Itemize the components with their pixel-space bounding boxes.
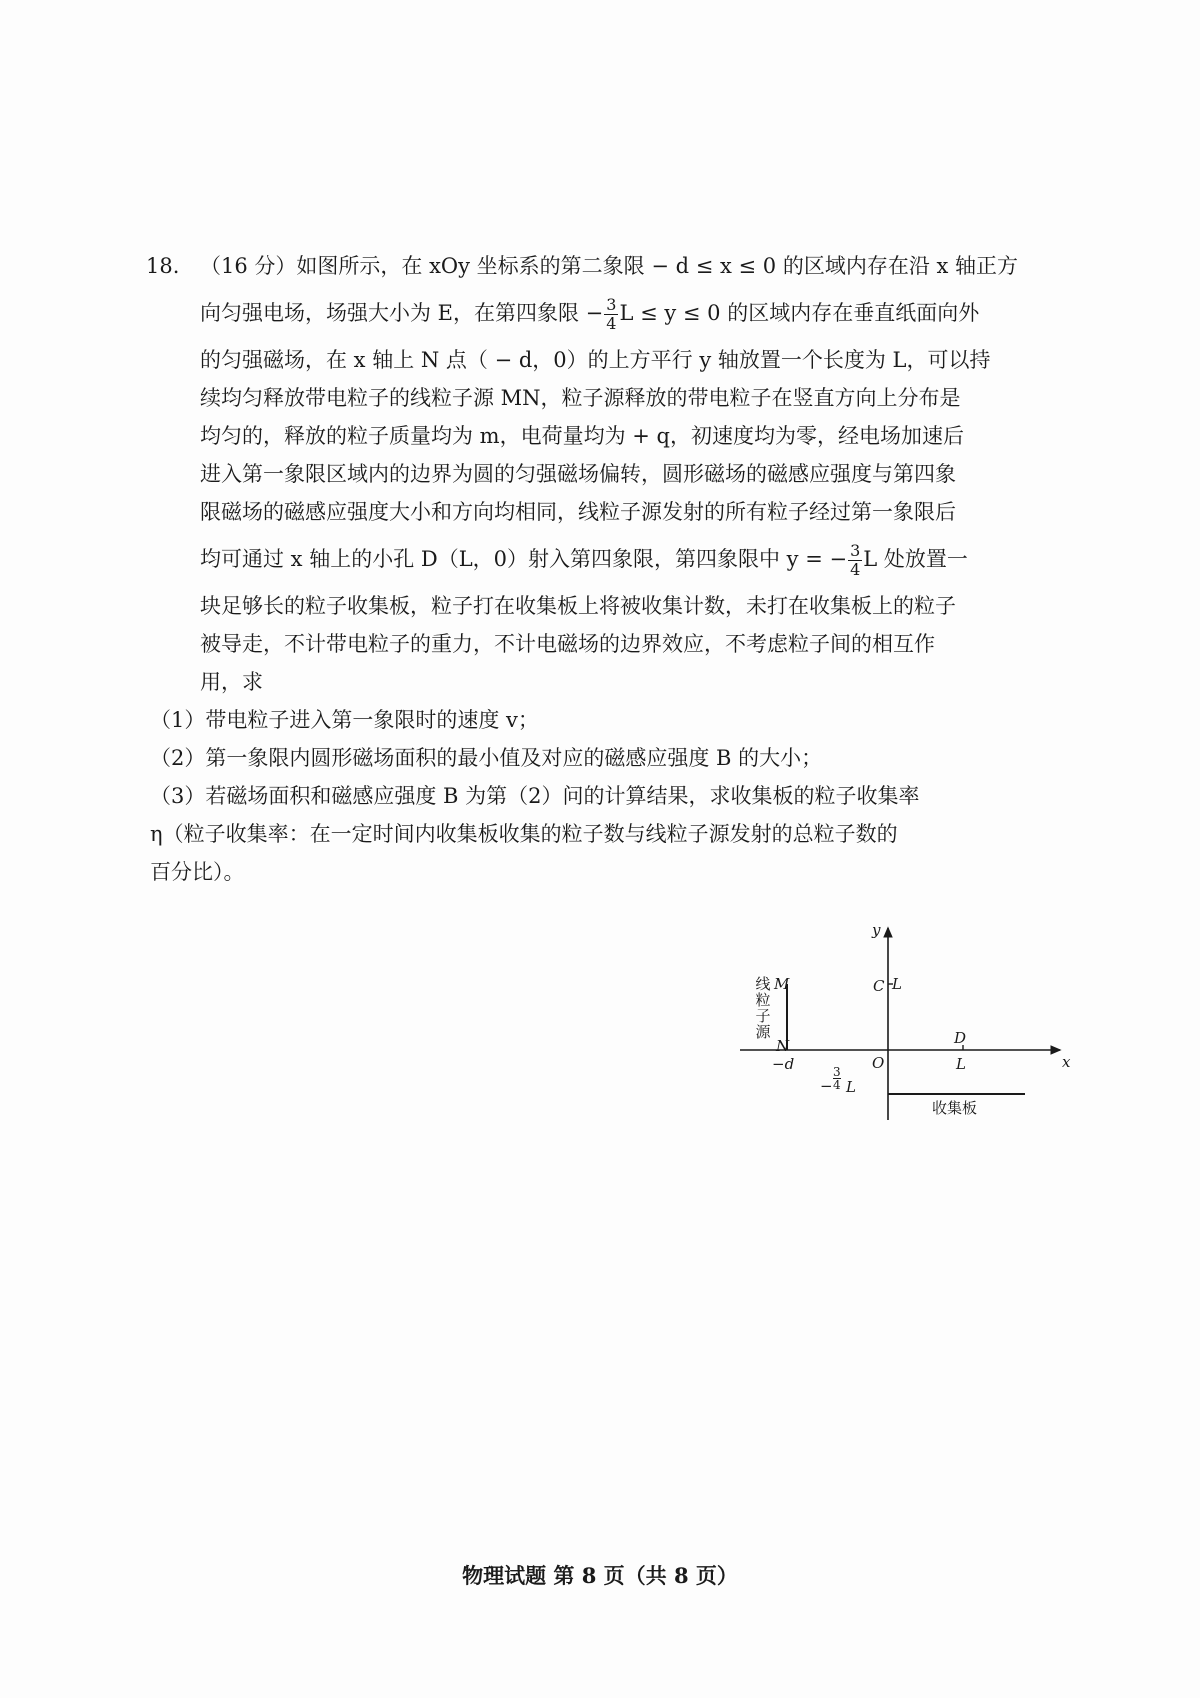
x-axis-label: x bbox=[1062, 1053, 1071, 1071]
problem-line: 续均匀释放带电粒子的线粒子源 MN，粒子源释放的带电粒子在竖直方向上分布是 bbox=[200, 386, 961, 410]
problem-line-part: 向匀强电场，场强大小为 E，在第四象限 − bbox=[200, 301, 604, 325]
problem-line-part: L 处放置一 bbox=[863, 547, 968, 571]
page-footer: 物理试题 第 8 页（共 8 页） bbox=[462, 1563, 738, 1588]
y-axis-label: y bbox=[872, 921, 881, 939]
neg-d-label: −d bbox=[772, 1055, 795, 1073]
problem-line: 的匀强磁场，在 x 轴上 N 点（ − d，0）的上方平行 y 轴放置一个长度为 L，可以持 bbox=[200, 348, 991, 372]
fraction-denominator: 4 bbox=[606, 314, 617, 333]
top-L-label: L bbox=[892, 975, 902, 993]
origin-label: O bbox=[872, 1054, 885, 1072]
problem-18 bbox=[146, 247, 1075, 891]
collector-plate-label: 收集板 bbox=[932, 1099, 978, 1117]
sub-question-3: （3）若磁场面积和磁感应强度 B 为第（2）问的计算结果，求收集板的粒子收集率 bbox=[150, 784, 920, 808]
sub-questions bbox=[150, 701, 1075, 891]
problem-line: 限磁场的磁感应强度大小和方向均相同，线粒子源发射的所有粒子经过第一象限后 bbox=[200, 500, 956, 524]
fraction-numerator: 3 bbox=[850, 541, 861, 560]
sub-question-3-cont: 百分比）。 bbox=[150, 860, 245, 884]
sub-question-1: （1）带电粒子进入第一象限时的速度 v； bbox=[150, 708, 539, 732]
figure-drawing bbox=[740, 920, 1070, 1120]
question-number: 18. bbox=[146, 254, 180, 278]
sub-question-3-cont: η（粒子收集率：在一定时间内收集板收集的粒子数与线粒子源发射的总粒子数的 bbox=[150, 822, 898, 846]
fraction-three-quarters bbox=[604, 296, 618, 333]
problem-line: 块足够长的粒子收集板，粒子打在收集板上将被收集计数，未打在收集板上的粒子 bbox=[200, 594, 956, 618]
problem-line-part: 均可通过 x 轴上的小孔 D（L，0）射入第四象限，第四象限中 y = − bbox=[200, 547, 848, 571]
figure-fraction-L: L bbox=[846, 1078, 856, 1096]
fraction-numerator: 3 bbox=[606, 295, 617, 314]
problem-line: 均匀的，释放的粒子质量均为 m，电荷量均为 + q，初速度均为零，经电场加速后 bbox=[200, 424, 964, 448]
figure-fraction-num: 3 bbox=[833, 1065, 841, 1079]
sub-question-2: （2）第一象限内圆形磁场面积的最小值及对应的磁感应强度 B 的大小； bbox=[150, 746, 823, 770]
problem-line: 进入第一象限区域内的边界为圆的匀强磁场偏转，圆形磁场的磁感应强度与第四象 bbox=[200, 462, 956, 486]
figure-fraction bbox=[833, 1066, 841, 1091]
fraction-three-quarters bbox=[848, 542, 862, 579]
problem-text bbox=[200, 247, 1075, 701]
problem-line: 用，求 bbox=[200, 670, 263, 694]
figure-fraction-den: 4 bbox=[833, 1078, 841, 1092]
point-M-label: M bbox=[774, 975, 790, 993]
coordinate-figure bbox=[740, 920, 1070, 1120]
point-D-label: D bbox=[954, 1029, 967, 1047]
x-L-label: L bbox=[956, 1055, 966, 1073]
neg-sign: − bbox=[820, 1077, 833, 1095]
problem-line-with-fraction bbox=[200, 285, 1075, 341]
problem-line-with-fraction bbox=[200, 531, 1075, 587]
particle-source-label: 线粒子源 bbox=[755, 975, 771, 1041]
point-N-label: N bbox=[776, 1037, 790, 1055]
point-C-label: C bbox=[873, 977, 885, 995]
problem-line: 被导走，不计带电粒子的重力，不计电磁场的边界效应，不考虑粒子间的相互作 bbox=[200, 632, 935, 656]
problem-line: （16 分）如图所示，在 xOy 坐标系的第二象限 − d ≤ x ≤ 0 的区域内存在沿 x 轴正方 bbox=[200, 254, 1019, 278]
fraction-denominator: 4 bbox=[850, 560, 861, 579]
problem-line-part: L ≤ y ≤ 0 的区域内存在垂直纸面向外 bbox=[619, 301, 980, 325]
